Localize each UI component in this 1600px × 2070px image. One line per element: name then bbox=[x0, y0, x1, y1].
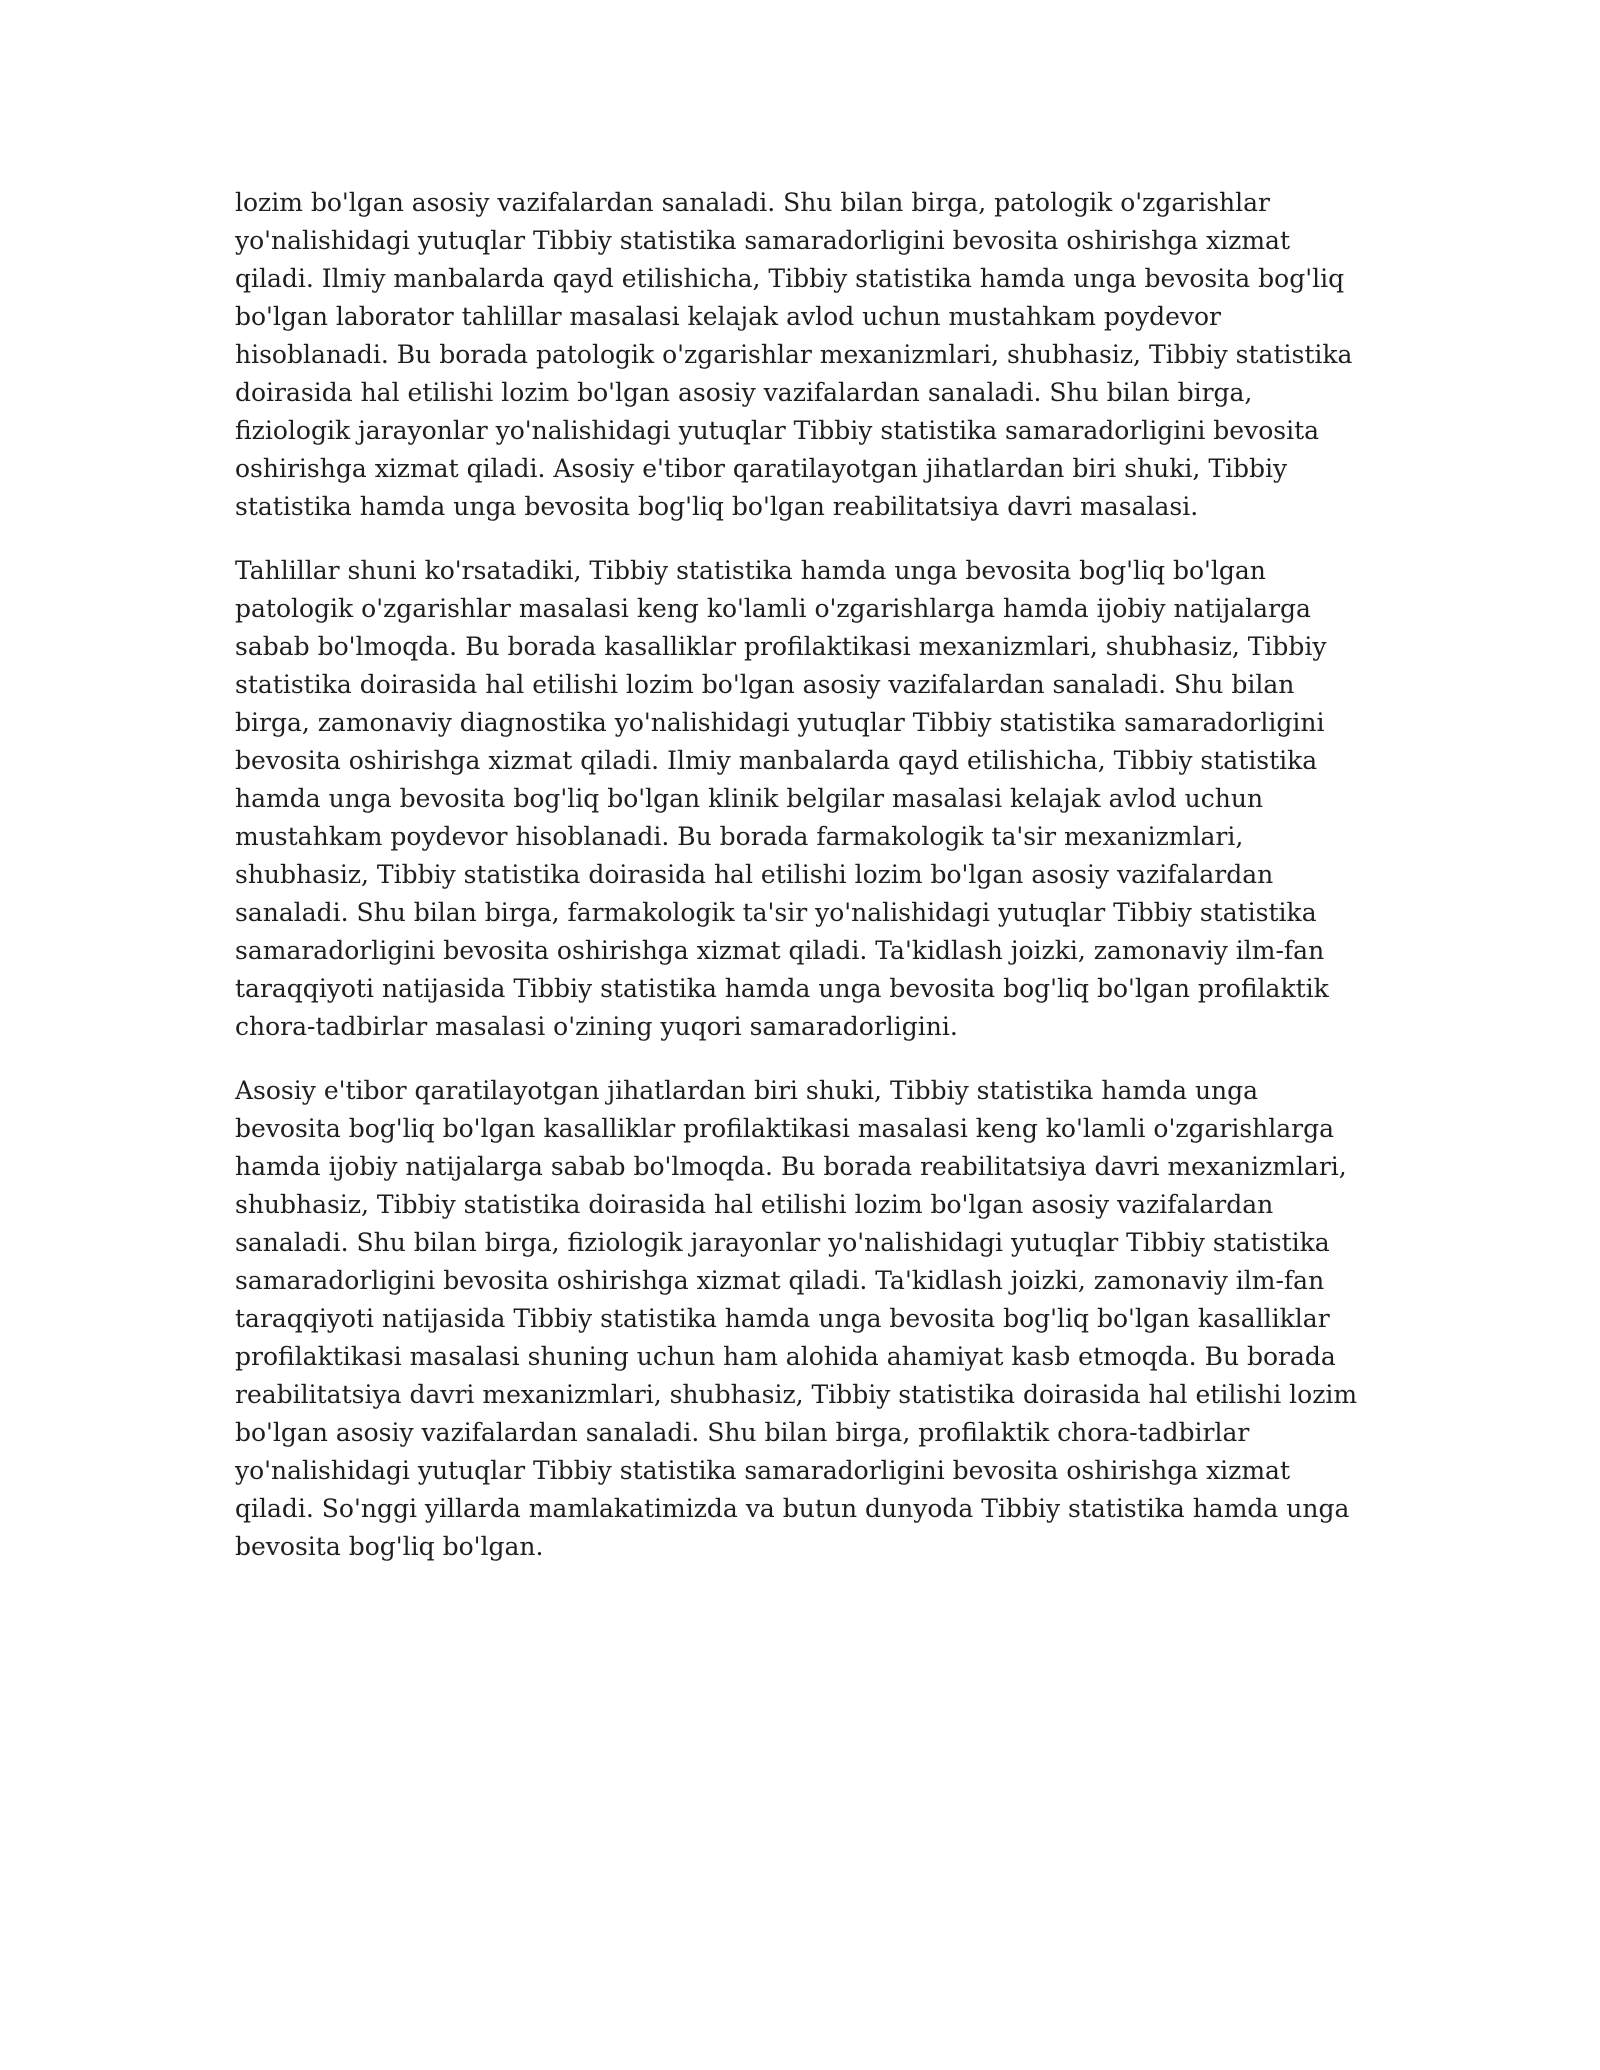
document-body bbox=[235, 184, 1365, 1592]
paragraph-3: Asosiy e'tibor qaratilayotgan jihatlardan biri shuki, Tibbiy statistika hamda unga bevosita bog'liq bo'lgan kasalliklar profilaktikasi masalasi keng ko'lamli o'zgarishlarga hamda ijobiy natijalarga sabab bo'lmoqda. Bu borada reabilitatsiya davri mexanizmlari, shubhasiz, Tibbiy statistika doirasida hal etilishi lozim bo'lgan asosiy vazifalardan sanaladi. Shu bilan birga, fiziologik jarayonlar yo'nalishidagi yutuqlar Tibbiy statistika samaradorligini bevosita oshirishga xizmat qiladi. Ta'kidlash joizki, zamonaviy ilm-fan taraqqiyoti natijasida Tibbiy statistika hamda unga bevosita bog'liq bo'lgan kasalliklar profilaktikasi masalasi shuning uchun ham alohida ahamiyat kasb etmoqda. Bu borada reabilitatsiya davri mexanizmlari, shubhasiz, Tibbiy statistika doirasida hal etilishi lozim bo'lgan asosiy vazifalardan sanaladi. Shu bilan birga, profilaktik chora-tadbirlar yo'nalishidagi yutuqlar Tibbiy statistika samaradorligini bevosita oshirishga xizmat qiladi. So'nggi yillarda mamlakatimizda va butun dunyoda Tibbiy statistika hamda unga bevosita bog'liq bo'lgan. bbox=[235, 1076, 1358, 1561]
paragraph-1: lozim bo'lgan asosiy vazifalardan sanaladi. Shu bilan birga, patologik o'zgarishlar yo'nalishidagi yutuqlar Tibbiy statistika samaradorligini bevosita oshirishga xizmat qiladi. Ilmiy manbalarda qayd etilishicha, Tibbiy statistika hamda unga bevosita bog'liq bo'lgan laborator tahlillar masalasi kelajak avlod uchun mustahkam poydevor hisoblanadi. Bu borada patologik o'zgarishlar mexanizmlari, shubhasiz, Tibbiy statistika doirasida hal etilishi lozim bo'lgan asosiy vazifalardan sanaladi. Shu bilan birga, fiziologik jarayonlar yo'nalishidagi yutuqlar Tibbiy statistika samaradorligini bevosita oshirishga xizmat qiladi. Asosiy e'tibor qaratilayotgan jihatlardan biri shuki, Tibbiy statistika hamda unga bevosita bog'liq bo'lgan reabilitatsiya davri masalasi. bbox=[235, 188, 1353, 521]
paragraph-2: Tahlillar shuni ko'rsatadiki, Tibbiy statistika hamda unga bevosita bog'liq bo'lgan patologik o'zgarishlar masalasi keng ko'lamli o'zgarishlarga hamda ijobiy natijalarga sabab bo'lmoqda. Bu borada kasalliklar profilaktikasi mexanizmlari, shubhasiz, Tibbiy statistika doirasida hal etilishi lozim bo'lgan asosiy vazifalardan sanaladi. Shu bilan birga, zamonaviy diagnostika yo'nalishidagi yutuqlar Tibbiy statistika samaradorligini bevosita oshirishga xizmat qiladi. Ilmiy manbalarda qayd etilishicha, Tibbiy statistika hamda unga bevosita bog'liq bo'lgan klinik belgilar masalasi kelajak avlod uchun mustahkam poydevor hisoblanadi. Bu borada farmakologik ta'sir mexanizmlari, shubhasiz, Tibbiy statistika doirasida hal etilishi lozim bo'lgan asosiy vazifalardan sanaladi. Shu bilan birga, farmakologik ta'sir yo'nalishidagi yutuqlar Tibbiy statistika samaradorligini bevosita oshirishga xizmat qiladi. Ta'kidlash joizki, zamonaviy ilm-fan taraqqiyoti natijasida Tibbiy statistika hamda unga bevosita bog'liq bo'lgan profilaktik chora-tadbirlar masalasi o'zining yuqori samaradorligini. bbox=[235, 556, 1329, 1041]
